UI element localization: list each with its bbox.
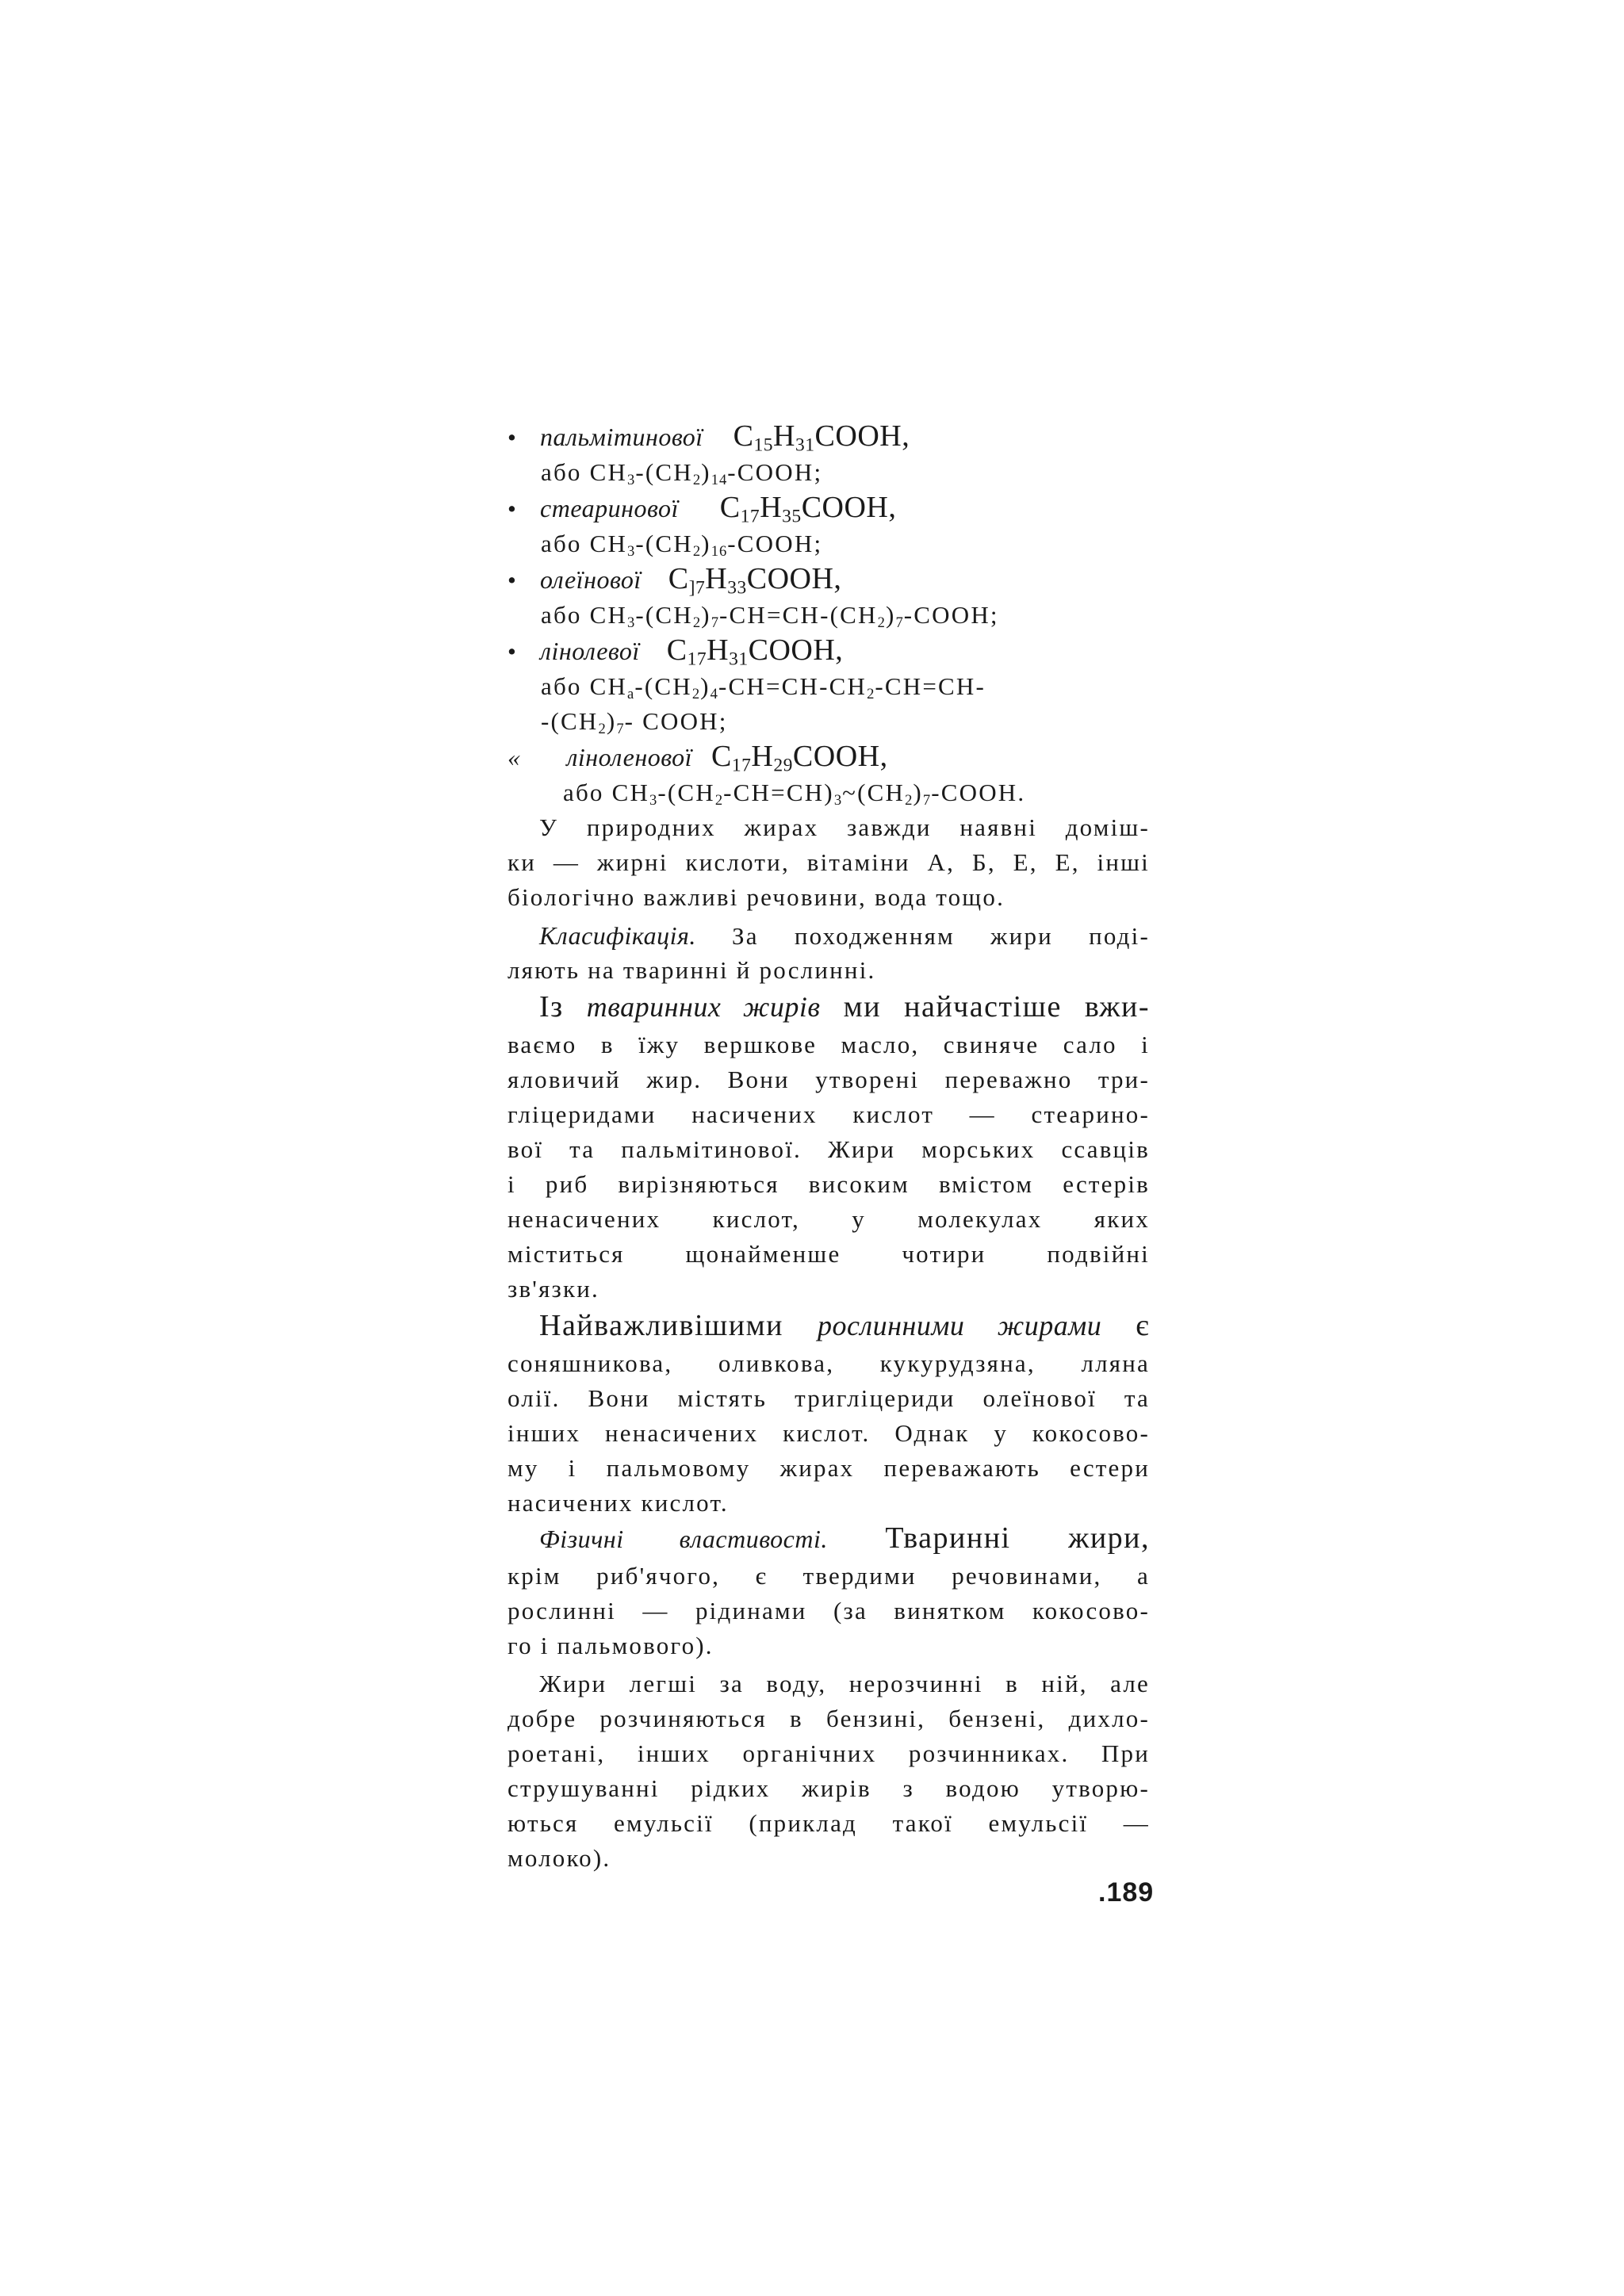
text-line: гліцеридами насичених кислот — стеарино- xyxy=(508,1100,1150,1128)
bullet: « xyxy=(508,743,521,771)
molecular-formula: $C_{15}H_{31}COOH$, xyxy=(733,419,910,456)
bullet: • xyxy=(508,566,519,594)
text-line: яловичий жир. Вони утворені переважно три- xyxy=(508,1066,1150,1093)
text-line: і риб вирізняються високим вмістом естерів xyxy=(508,1170,1150,1198)
text-line: інших ненасичених кислот. Однак у кокосово- xyxy=(508,1419,1150,1447)
text-line: ки — жирні кислоти, вітаміни А, Б, Е, Е, інші xyxy=(508,848,1150,876)
text-line: Фізичні властивості. Тваринні жири, xyxy=(539,1521,1151,1555)
structural-formula-linoleic-continued: $-(CH_2)_7-$ COOH; xyxy=(541,707,728,738)
text-line: ненасичених кислот, у молекулах яких xyxy=(508,1205,1150,1233)
text-line: Класифікація. За походженням жири поді- xyxy=(539,921,1150,950)
text-line: му і пальмовому жирах переважають естери xyxy=(508,1454,1150,1482)
formula-item-oleic xyxy=(508,562,842,599)
molecular-formula: $C_{]7}H_{33}COOH$, xyxy=(668,562,842,599)
text-line: молоко). xyxy=(508,1844,611,1872)
emphasis-term: тваринних жирів xyxy=(586,991,821,1023)
text-line: міститься щонайменше чотири подвійні xyxy=(508,1240,1150,1268)
bullet: • xyxy=(508,495,519,522)
text-line: Найважливішими рослинними жирами є xyxy=(539,1309,1150,1342)
formula-item-palmitic xyxy=(508,419,910,456)
structural-formula-stearic: або $CH_3-(CH_2)_{16}$-COOH; xyxy=(541,530,823,561)
text-line: добре розчиняються в бензині, бензені, дихло- xyxy=(508,1705,1150,1732)
bullet: • xyxy=(508,637,519,665)
text-line: ються емульсії (приклад такої емульсії — xyxy=(508,1809,1150,1837)
acid-name: ліноленової xyxy=(566,743,693,771)
text-line: біологічно важливі речовини, вода тощо. xyxy=(508,883,1005,911)
molecular-formula: $C_{17}H_{29}COOH$, xyxy=(711,740,888,776)
structural-formula-palmitic: або $CH_3-(CH_2)_{14}$-COOH; xyxy=(541,458,823,489)
structural-formula-linoleic: або $CH_a-(CH_2)_4-CH=CH-CH_2-CH=CH-$ xyxy=(541,672,986,703)
text-line: ляють на тваринні й рослинні. xyxy=(508,956,876,984)
text-line: Із тваринних жирів ми найчастіше вжи- xyxy=(539,990,1150,1024)
text-line: крім риб'ячого, є твердими речовинами, а xyxy=(508,1562,1150,1590)
text-line: вої та пальмітинової. Жири морських ссавців xyxy=(508,1135,1150,1163)
structural-formula-linolenic: або $CH_3-(CH_2-CH=CH)_3\sim(CH_2)_7$-COOH. xyxy=(563,779,1026,809)
section-label: Класифікація. xyxy=(539,921,696,950)
text-line: соняшникова, оливкова, кукурудзяна, лляна xyxy=(508,1349,1150,1377)
text-line: У природних жирах завжди наявні доміш- xyxy=(539,813,1150,841)
bullet: • xyxy=(508,423,519,451)
text-line: олії. Вони містять тригліцериди олеїнової та xyxy=(508,1384,1150,1412)
formula-item-stearic xyxy=(508,492,896,525)
acid-name: пальмітинової xyxy=(540,423,703,451)
acid-name: стеаринової xyxy=(540,494,679,522)
text-line: рослинні — рідинами (за винятком кокосово- xyxy=(508,1597,1150,1624)
text-line: насичених кислот. xyxy=(508,1489,729,1517)
section-label: Фізичні властивості. xyxy=(539,1525,828,1553)
molecular-formula: $C_{17}H_{31}COOH$, xyxy=(666,633,844,670)
acid-name: лінолевої xyxy=(540,637,640,665)
text-line: го і пальмового). xyxy=(508,1632,714,1659)
formula-item-linolenic xyxy=(508,740,888,774)
acid-name: олеїнової xyxy=(540,565,642,594)
page-number: .189 xyxy=(1098,1877,1155,1908)
text-line: ваємо в їжу вершкове масло, свиняче сало і xyxy=(508,1031,1150,1058)
emphasis-term: рослинними жирами xyxy=(817,1310,1102,1341)
text-line: зв'язки. xyxy=(508,1275,599,1303)
molecular-formula: $C_{17}H_{35}COOH$, xyxy=(719,491,897,527)
text-line: струшуванні рідких жирів з водою утворю- xyxy=(508,1774,1150,1802)
formula-item-linoleic xyxy=(508,634,843,668)
structural-formula-oleic: або $CH_3-(CH_2)_7-CH=CH-(CH_2)_7$-COOH; xyxy=(541,601,999,632)
text-line: роетані, інших органічних розчинниках. При xyxy=(508,1739,1150,1767)
text-line: Жири легші за воду, нерозчинні в ній, але xyxy=(539,1670,1150,1697)
